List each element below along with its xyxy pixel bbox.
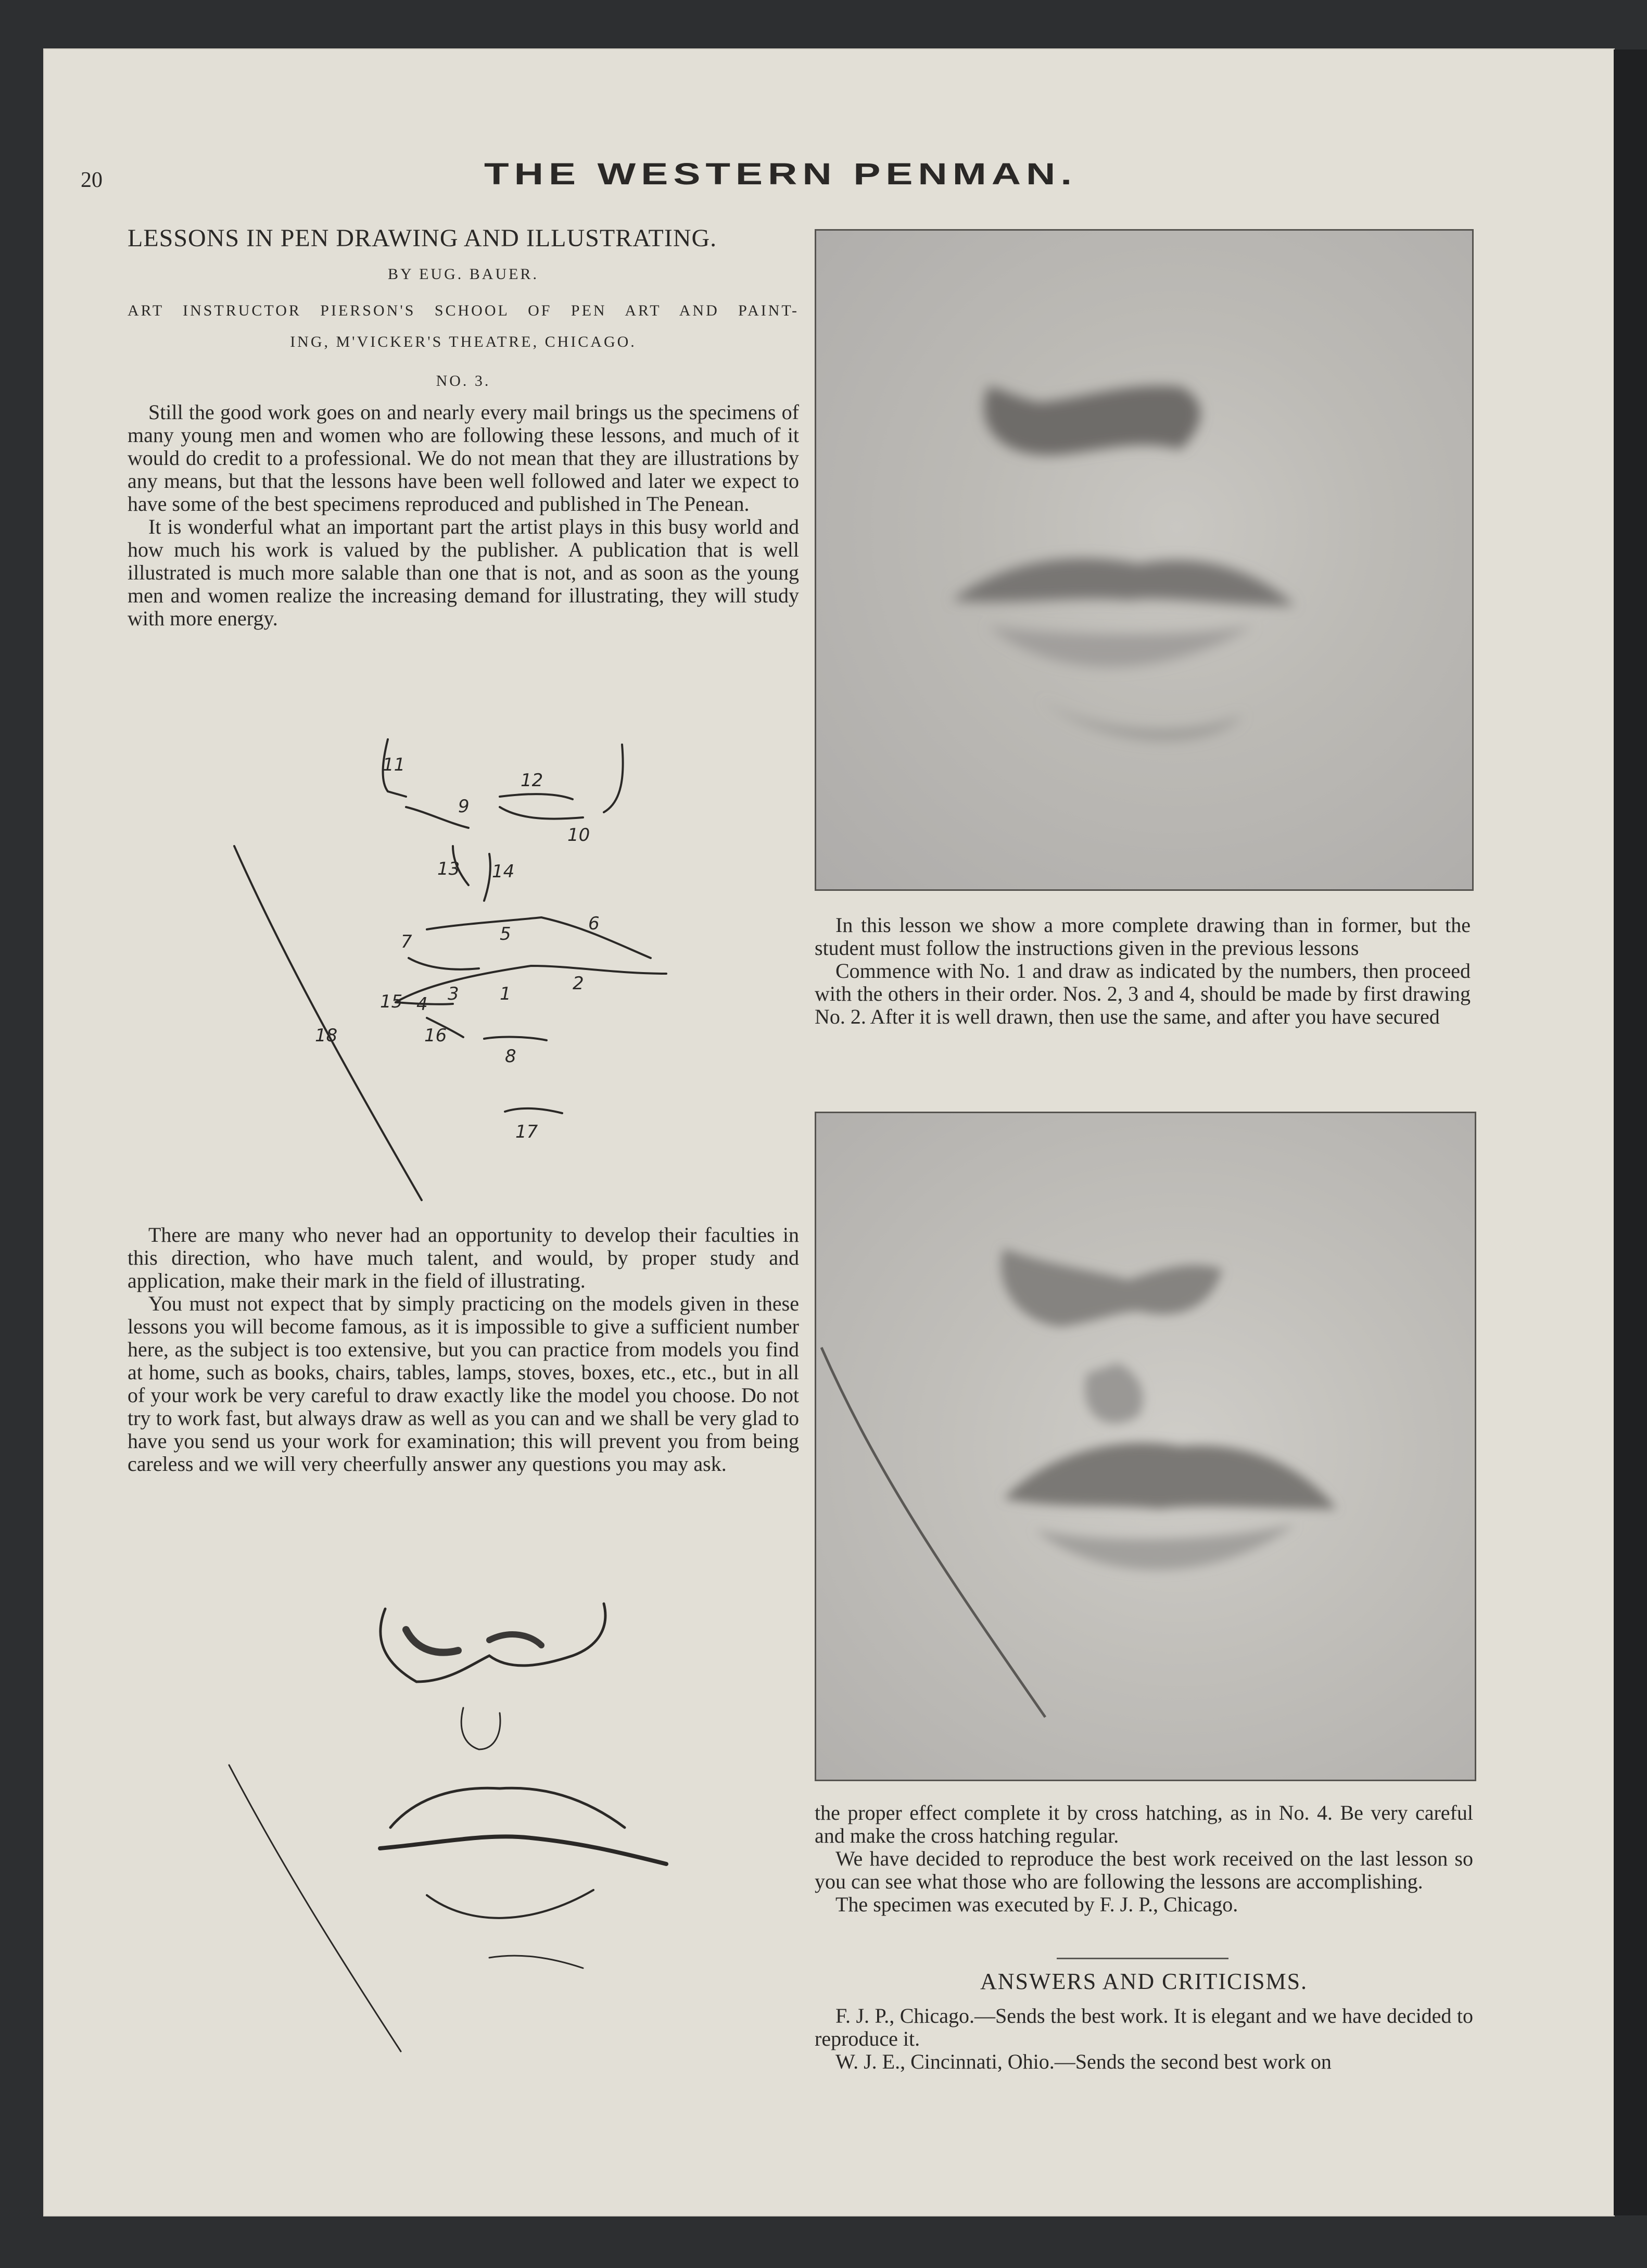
chin-shadow [1040,699,1243,740]
body-text-right-2 [815,1801,1473,1916]
label-9: 9 [458,796,470,817]
upper-lip-shadow-2 [1004,1443,1337,1509]
lower-lip-shadow [988,626,1253,667]
label-3: 3 [448,984,459,1004]
cheek-outline-2 [821,1347,1045,1717]
label-5: 5 [500,924,511,944]
stroke-8 [484,1037,547,1040]
answers-text [815,2005,1473,2073]
lower-lip [427,1890,593,1918]
stroke-7 [409,958,479,969]
byline: BY EUG. BAUER. [388,266,539,283]
paragraph-8: We have decided to reproduce the best work received on the last lesson so you can see what those who are following the lessons are accomplishing. [815,1847,1473,1893]
affiliation-line-1: ART INSTRUCTOR PIERSON'S SCHOOL OF PEN ART AND PAINT- [128,302,799,319]
upper-lip-shadow [952,558,1295,606]
masthead: THE WESTERN PENMAN. [484,156,1078,191]
stroke-5-6 [427,917,651,958]
book-spine [1614,49,1647,2215]
body-text-left [128,1224,799,1476]
label-8: 8 [505,1046,516,1067]
paragraph-1: Still the good work goes on and nearly every mail brings us the specimens of many young men and women who are following these lessons, and much of it would do credit to a professional. We do not mean that they are illustrations by any means, but that the lessons have been well followed and later we expect to have some of the best specimens reproduced and published in The Penean. [128,400,799,515]
label-4: 4 [416,994,428,1015]
photo-lips-shaded-1 [815,229,1474,891]
mouth-line [380,1836,666,1864]
label-17: 17 [515,1122,538,1142]
body-text-right-1 [815,914,1471,1028]
label-6: 6 [588,913,600,934]
intro-text [128,401,799,630]
answer-2: W. J. E., Cincinnati, Ohio.—Sends the second best work on [835,2050,1332,2073]
paragraph-4: You must not expect that by simply practicing on the models given in these lessons you will become famous, as it is impossible to give a sufficient number here, as the subject is too extensive, but you can practice from models you find at home, such as books, chairs, tables, lamps, stoves, boxes, etc., etc., but in all of your work be very careful to draw exactly like the model you choose. Do not try to work fast, but always draw as well as you can and we shall be very glad to have you send us your work for examination; this will prevent you from being careless and we will very cheerfully answer any questions you may ask. [128,1292,799,1476]
stroke-1-2 [396,966,666,1002]
philtrum [461,1708,500,1749]
shaded-mouth-rendering-1 [816,231,1472,889]
label-2: 2 [573,973,584,994]
outline-mouth-sketch [219,1593,687,2062]
affiliation-line-2: ING, M'VICKER'S THEATRE, CHICAGO. [290,333,637,350]
nose-shadow [984,386,1200,455]
label-13: 13 [437,859,460,879]
section-divider [1057,1958,1228,1959]
label-11: 11 [383,754,406,775]
paragraph-5: In this lesson we show a more complete drawing than in former, but the student must follow the instructions given in the previous lessons [815,913,1471,960]
answer-1: F. J. P., Chicago.—Sends the best work. It is elegant and we have decided to reproduce it. [815,2004,1473,2050]
lower-lip-shadow-2 [1035,1524,1295,1570]
chin-line [489,1956,583,1968]
stroke-10 [500,807,583,819]
stroke-17 [505,1108,562,1113]
paragraph-2: It is wonderful what an important part the artist plays in this busy world and how much his work is valued by the publisher. A publication that is well illustrated is much more salable than one that is not, and as soon as the young men and women realize the increasing demand for illustrating, they will study with more energy. [128,515,799,630]
upper-lip [390,1788,625,1828]
cheek-line [229,1765,401,2051]
nose-tip-shadow [1085,1363,1143,1423]
label-1: 1 [500,984,511,1004]
label-12: 12 [521,770,543,791]
stroke-12 [500,794,573,799]
nose-shadow-2 [1001,1249,1222,1327]
paragraph-6: Commence with No. 1 and draw as indicated by the numbers, then proceed with the others in their order. Nos. 2, 3 and 4, should be made by first drawing No. 2. After it is well drawn, then use the same, and after you have secured [815,959,1471,1028]
stroke-10-right [604,745,623,812]
shaded-mouth-rendering-2 [816,1113,1475,1780]
label-15: 15 [380,991,403,1012]
paragraph-9: The specimen was executed by F. J. P., Chicago. [835,1893,1238,1916]
label-16: 16 [424,1025,447,1046]
label-7: 7 [401,931,412,952]
lesson-number: NO. 3. [436,372,491,389]
paragraph-7: the proper effect complete it by cross hatching, as in No. 4. Be very careful and make the cross hatching regular. [815,1801,1473,1847]
nostril-left [406,1630,458,1653]
numbered-sketch-diagram [208,729,703,1229]
stroke-14 [484,854,490,901]
paragraph-3: There are many who never had an opportunity to develop their faculties in this direction, who have much talent, and would, by proper study and application, make their mark in the field of illustrating. [128,1223,799,1292]
nostril-right [489,1634,541,1645]
label-18: 18 [315,1025,338,1046]
label-14: 14 [492,861,515,882]
page-number: 20 [81,168,103,192]
article-title: LESSONS IN PEN DRAWING AND ILLUSTRATING. [128,224,717,252]
label-10: 10 [567,825,590,846]
stroke-18 [234,846,422,1200]
answers-title: ANSWERS AND CRITICISMS. [980,1969,1308,1994]
photo-lips-shaded-2 [815,1112,1476,1781]
